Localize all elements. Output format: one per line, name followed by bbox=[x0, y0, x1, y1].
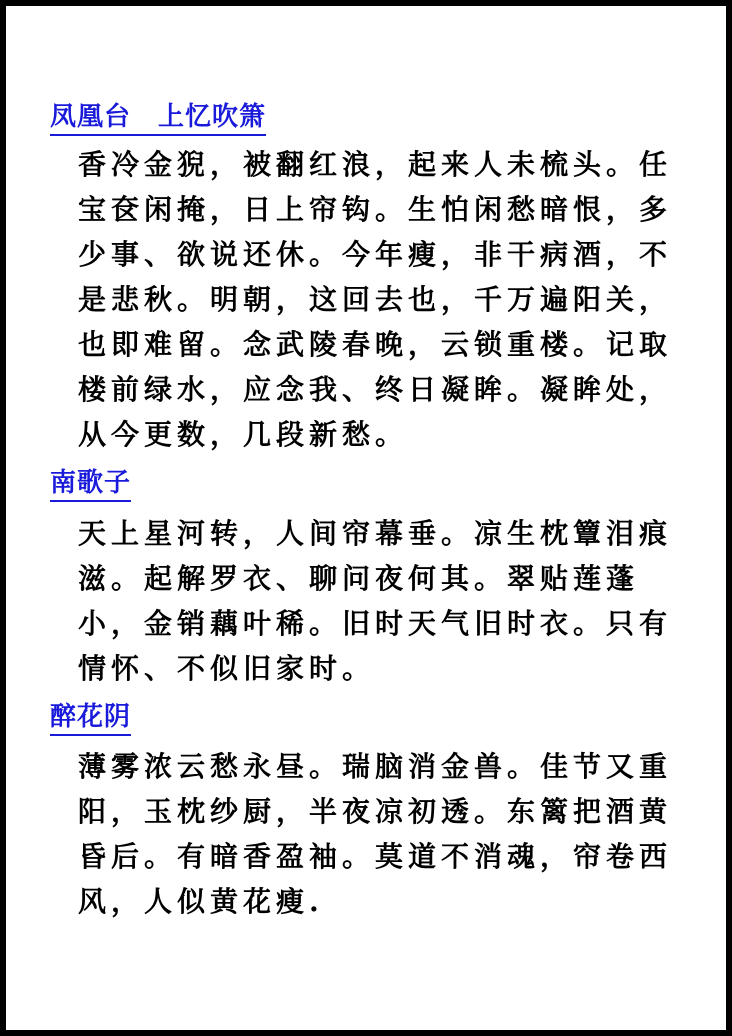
poem-line: 少事、欲说还休。今年瘦，非干病酒，不 bbox=[78, 238, 673, 271]
poem-line: 是悲秋。明朝，这回去也，千万遍阳关， bbox=[78, 283, 673, 316]
poem-line: 天上星河转，人间帘幕垂。凉生枕簟泪痕 bbox=[78, 517, 673, 550]
poem-line: 香冷金猊，被翻红浪，起来人未梳头。任 bbox=[78, 148, 673, 181]
poem-line: 昏后。有暗香盈袖。莫道不消魂，帘卷西 bbox=[78, 840, 673, 873]
poem-line: 阳，玉枕纱厨，半夜凉初透。东篱把酒黄 bbox=[78, 795, 673, 828]
poem-line: 小，金销藕叶稀。旧时天气旧时衣。只有 bbox=[78, 607, 673, 640]
poem-line: 风，人似黄花瘦. bbox=[78, 885, 324, 918]
poem-line: 从今更数，几段新愁。 bbox=[78, 418, 409, 451]
document-page bbox=[6, 6, 726, 1030]
poem-line: 薄雾浓云愁永昼。瑞脑消金兽。佳节又重 bbox=[78, 750, 673, 783]
poem-line: 也即难留。念武陵春晚，云锁重楼。记取 bbox=[78, 328, 673, 361]
poem-line: 宝奁闲掩，日上帘钩。生怕闲愁暗恨，多 bbox=[78, 193, 673, 226]
poem-line: 情怀、不似旧家时。 bbox=[78, 652, 376, 685]
poem-title: 南歌子 bbox=[50, 468, 131, 502]
poem-line: 楼前绿水，应念我、终日凝眸。凝眸处， bbox=[78, 373, 673, 406]
poem-title: 凤凰台 上忆吹箫 bbox=[50, 102, 266, 136]
poem-line: 滋。起解罗衣、聊问夜何其。翠贴莲蓬 bbox=[78, 562, 640, 595]
poem-title: 醉花阴 bbox=[50, 702, 131, 736]
